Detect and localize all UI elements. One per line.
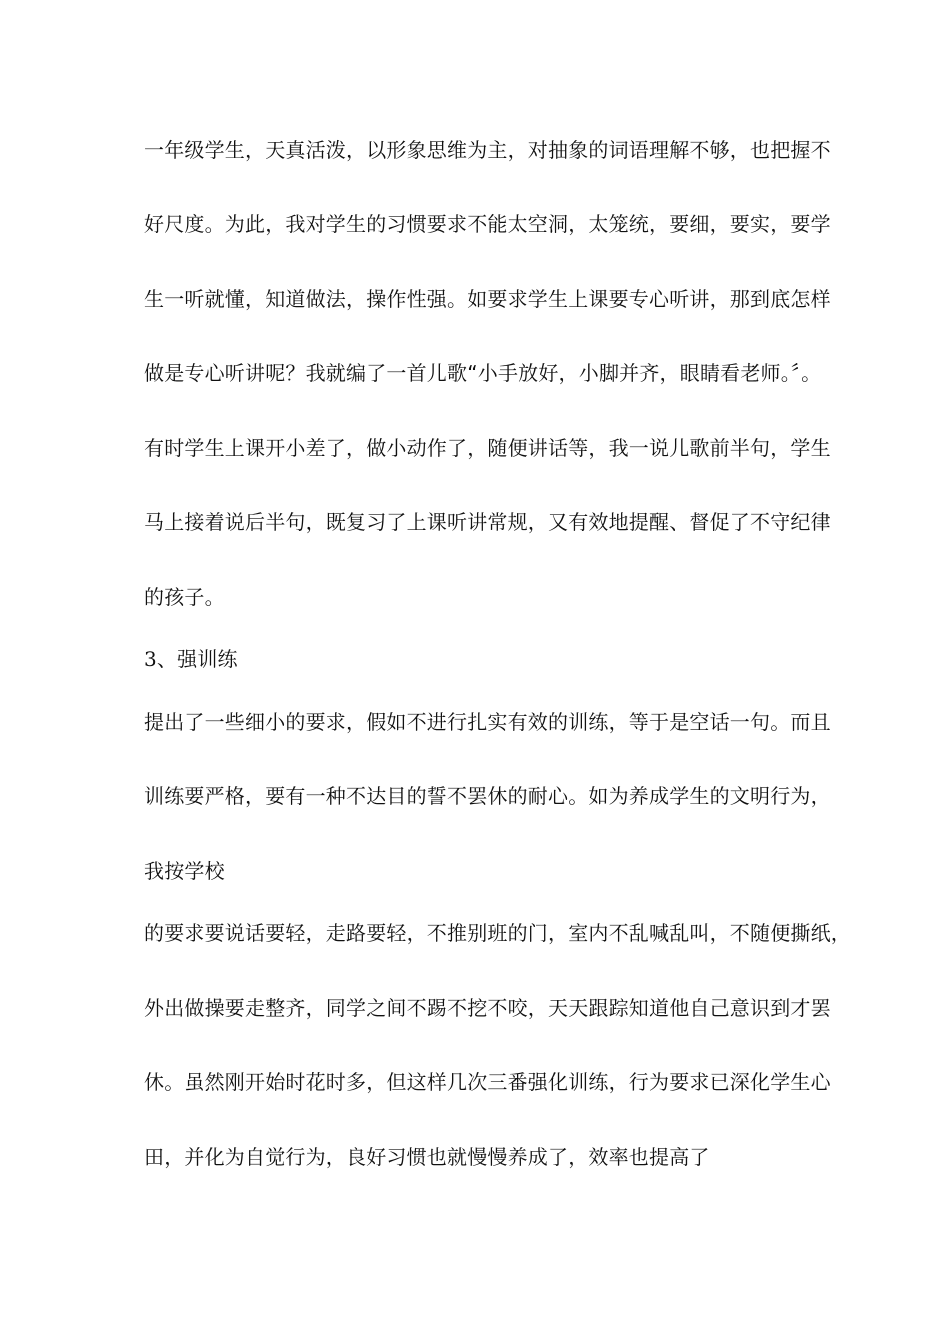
paragraph-2-line-4: 的要求要说话要轻，走路要轻，不推别班的门，室内不乱喊乱叫，不随便撕纸， — [144, 921, 851, 945]
paragraph-1-line-7: 的孩子。 — [144, 585, 225, 609]
paragraph-2-line-1: 提出了一些细小的要求，假如不进行扎实有效的训练，等于是空话一句。而且 — [144, 710, 831, 734]
paragraph-2-line-6: 休。虽然刚开始时花时多，但这样几次三番强化训练，行为要求已深化学生心 — [144, 1070, 831, 1094]
paragraph-2-line-5: 外出做操要走整齐，同学之间不踢不挖不咬，天天跟踪知道他自己意识到才罢 — [144, 996, 831, 1020]
paragraph-1-line-1: 一年级学生，天真活泼，以形象思维为主，对抽象的词语理解不够，也把握不 — [144, 138, 831, 162]
paragraph-1-line-4: 做是专心听讲呢？我就编了一首儿歌“小手放好，小脚并齐，眼睛看老师。〞。 — [144, 361, 822, 385]
paragraph-2-line-2: 训练要严格，要有一种不达目的誓不罢休的耐心。如为养成学生的文明行为， — [144, 784, 831, 808]
section-heading: 3、强训练 — [144, 647, 238, 671]
paragraph-1-line-2: 好尺度。为此，我对学生的习惯要求不能太空洞，太笼统，要细，要实，要学 — [144, 212, 831, 236]
paragraph-2-line-7: 田，并化为自觉行为，良好习惯也就慢慢养成了，效率也提高了 — [144, 1145, 710, 1169]
paragraph-1-line-5: 有时学生上课开小差了，做小动作了，随便讲话等，我一说儿歌前半句，学生 — [144, 436, 831, 460]
paragraph-1-line-3: 生一听就懂，知道做法，操作性强。如要求学生上课要专心听讲，那到底怎样 — [144, 287, 831, 311]
paragraph-2-line-3: 我按学校 — [144, 859, 225, 883]
paragraph-1-line-6: 马上接着说后半句，既复习了上课听讲常规，又有效地提醒、督促了不守纪律 — [144, 510, 831, 534]
